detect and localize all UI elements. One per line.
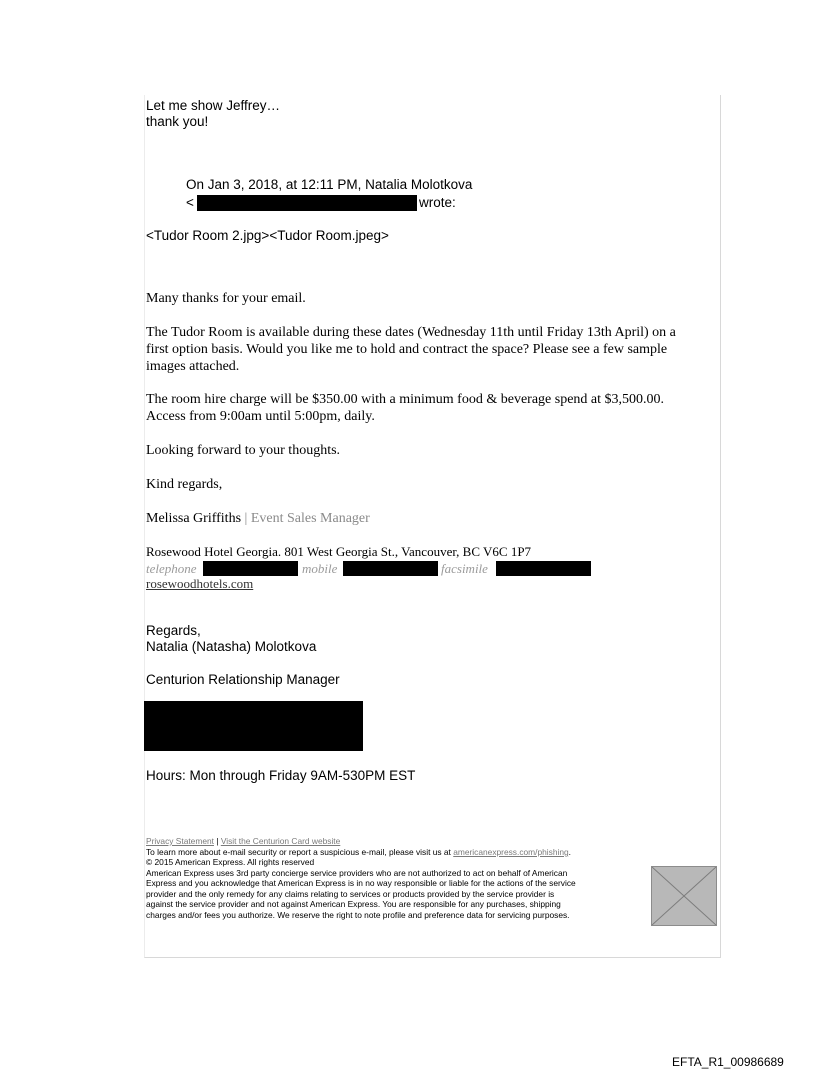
facsimile-label: facsimile bbox=[441, 561, 488, 576]
website-link[interactable]: rosewoodhotels.com bbox=[146, 576, 254, 591]
quote-header-wrote: wrote: bbox=[419, 195, 456, 210]
sender-name: Natalia (Natasha) Molotkova bbox=[146, 639, 317, 654]
legal-line-5: provider and the only remedy for any claims relating to services or products provided by the service provider is bbox=[146, 889, 555, 899]
document-id: EFTA_R1_00986689 bbox=[672, 1055, 784, 1069]
regards: Regards, bbox=[146, 623, 201, 638]
body-paragraph-1: Many thanks for your email. bbox=[146, 291, 306, 306]
privacy-statement-link[interactable]: Privacy Statement bbox=[146, 836, 214, 846]
office-hours: Hours: Mon through Friday 9AM-530PM EST bbox=[146, 768, 416, 783]
mobile-label: mobile bbox=[302, 561, 338, 576]
legal-line-1-text: To learn more about e-mail security or report a suspicious e-mail, please visit us at bbox=[146, 847, 451, 857]
signature-name: Melissa Griffiths bbox=[146, 511, 242, 526]
redaction-facsimile bbox=[496, 561, 591, 576]
body-paragraph-2-line-3: images attached. bbox=[146, 359, 240, 374]
sender-title: Centurion Relationship Manager bbox=[146, 672, 340, 687]
reply-line-1: Let me show Jeffrey… bbox=[146, 98, 281, 113]
redaction-contact-block bbox=[144, 701, 363, 751]
body-paragraph-3-line-1: The room hire charge will be $350.00 with a minimum food & beverage spend at $3,500.00. bbox=[146, 392, 665, 407]
reply-line-2: thank you! bbox=[146, 114, 209, 129]
signature-title: Event Sales Manager bbox=[250, 511, 370, 526]
legal-line-7: charges and/or fees you authorize. We reserve the right to note profile and preference data for servicing purposes. bbox=[146, 910, 570, 920]
body-paragraph-5: Kind regards, bbox=[146, 477, 223, 492]
body-paragraph-3-line-2: Access from 9:00am until 5:00pm, daily. bbox=[146, 409, 375, 424]
body-paragraph-2-line-2: first option basis. Would you like me to hold and contract the space? Please see a few sample bbox=[146, 342, 668, 357]
legal-link-separator: | bbox=[216, 836, 219, 846]
legal-links bbox=[146, 836, 340, 846]
legal-line-6: against the service provider and not against American Express. You are responsible for any purchases, shipping bbox=[146, 899, 561, 909]
legal-line-1 bbox=[146, 847, 571, 857]
signature-address: Rosewood Hotel Georgia. 801 West Georgia St., Vancouver, BC V6C 1P7 bbox=[146, 544, 532, 559]
attachment-list: <Tudor Room 2.jpg><Tudor Room.jpeg> bbox=[146, 228, 389, 243]
redaction-email bbox=[197, 195, 417, 211]
phishing-link[interactable]: americanexpress.com/phishing bbox=[453, 847, 569, 857]
telephone-label: telephone bbox=[146, 561, 197, 576]
body-paragraph-2-line-1: The Tudor Room is available during these dates (Wednesday 11th until Friday 13th April) on a bbox=[146, 325, 676, 340]
signature-separator: | bbox=[244, 511, 248, 526]
broken-image-icon bbox=[651, 866, 717, 926]
redaction-mobile bbox=[343, 561, 438, 576]
legal-line-1-end: . bbox=[568, 847, 571, 857]
legal-line-3: American Express uses 3rd party concierge service providers who are not authorized to act on behalf of American bbox=[146, 868, 568, 878]
quote-header-prefix: < bbox=[186, 195, 194, 210]
body-paragraph-4: Looking forward to your thoughts. bbox=[146, 443, 341, 458]
legal-line-4: Express and you acknowledge that American Express is in no way responsible or liable for the actions of the service bbox=[146, 878, 576, 888]
redaction-telephone bbox=[203, 561, 298, 576]
legal-copyright: © 2015 American Express. All rights reserved bbox=[146, 857, 315, 867]
centurion-card-link[interactable]: Visit the Centurion Card website bbox=[220, 836, 341, 846]
quote-header-line-1: On Jan 3, 2018, at 12:11 PM, Natalia Molotkova bbox=[186, 177, 473, 192]
signature-name-line bbox=[146, 511, 370, 528]
